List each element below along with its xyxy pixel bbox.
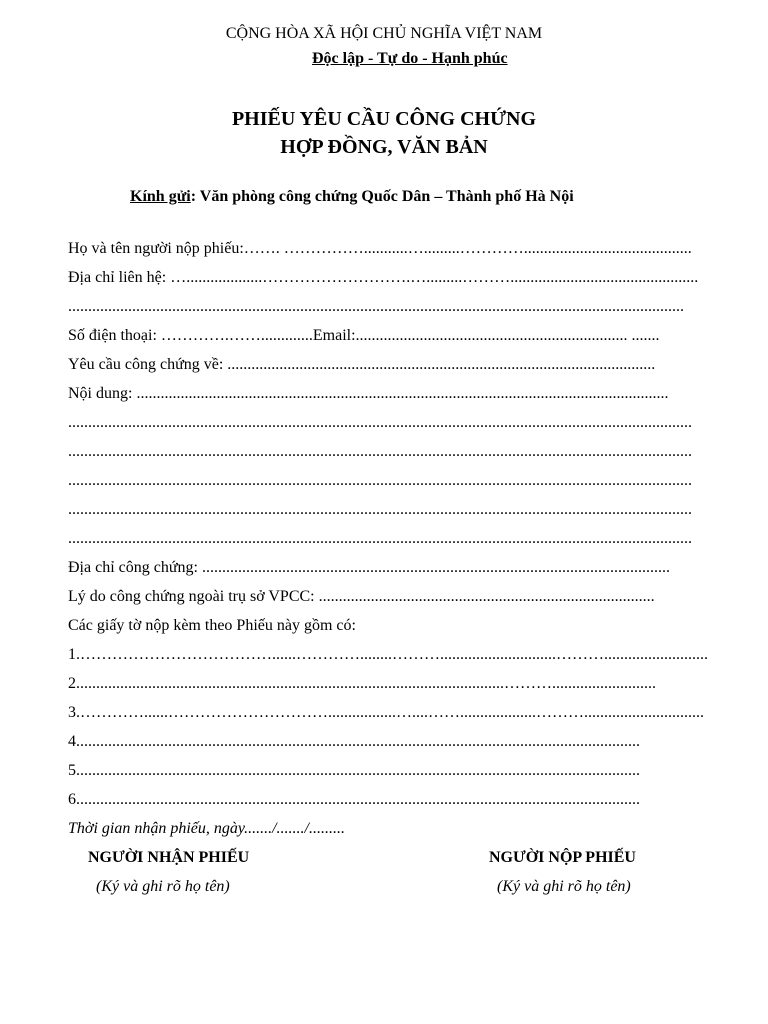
attachment-line: 1.………………………………......…………........……….............................……….......................... <box>68 646 708 663</box>
content-line: ............................................................................................................................................................ <box>68 414 692 431</box>
attachment-line: 4............................................................................................................................................. <box>68 733 640 750</box>
field-name: Họ và tên người nộp phiếu:……. ……………...........….........………….......................................... <box>68 240 692 257</box>
field-address-cont: .......................................................................................................................................................... <box>68 298 684 315</box>
form-title-line1: PHIẾU YÊU CẦU CÔNG CHỨNG <box>231 108 537 130</box>
attachment-line: 5............................................................................................................................................. <box>68 762 640 779</box>
field-address: Địa chỉ liên hệ: …...................……………………….….........………............................................... <box>68 269 699 286</box>
field-notary-address: Địa chỉ công chứng: ..................................................................................................................... <box>68 559 670 576</box>
recipient-text: : Văn phòng công chứng Quốc Dân – Thành phố Hà Nội <box>190 188 574 205</box>
attachment-line: 2...........................................................................................................……….......................... <box>68 675 656 692</box>
receive-time: Thời gian nhận phiếu, ngày......./......./......... <box>68 820 345 837</box>
field-request: Yêu cầu công chứng về: ........................................................................................................... <box>68 356 656 373</box>
field-reason: Lý do công chứng ngoài trụ sở VPCC: .................................................................................... <box>68 588 655 605</box>
receiver-note: (Ký và ghi rõ họ tên) <box>96 878 230 895</box>
content-line: ............................................................................................................................................................ <box>68 501 692 518</box>
content-line: ............................................................................................................................................................ <box>68 443 692 460</box>
recipient-line <box>130 188 574 206</box>
country-header: CỘNG HÒA XÃ HỘI CHỦ NGHĨA VIỆT NAM <box>225 25 543 42</box>
attachments-intro: Các giấy tờ nộp kèm theo Phiếu này gồm có: <box>68 617 356 634</box>
content-line: ............................................................................................................................................................ <box>68 530 692 547</box>
form-title-line2: HỢP ĐỒNG, VĂN BẢN <box>280 136 488 158</box>
motto: Độc lập - Tự do - Hạnh phúc <box>312 50 508 67</box>
content-line: ............................................................................................................................................................ <box>68 472 692 489</box>
submitter-note: (Ký và ghi rõ họ tên) <box>497 878 631 895</box>
field-phone-email: Số điện thoại: ………….…….............Email:.................................................................... ....... <box>68 327 660 344</box>
attachment-line: 3.…………......………………………….................…....……...................……….............................. <box>68 704 704 721</box>
submitter-title: NGƯỜI NỘP PHIẾU <box>489 849 636 866</box>
receiver-title: NGƯỜI NHẬN PHIẾU <box>88 849 250 866</box>
recipient-label: Kính gửi <box>130 188 191 205</box>
field-content: Nội dung: ..................................................................................................................................... <box>68 385 669 402</box>
attachment-line: 6............................................................................................................................................. <box>68 791 640 808</box>
